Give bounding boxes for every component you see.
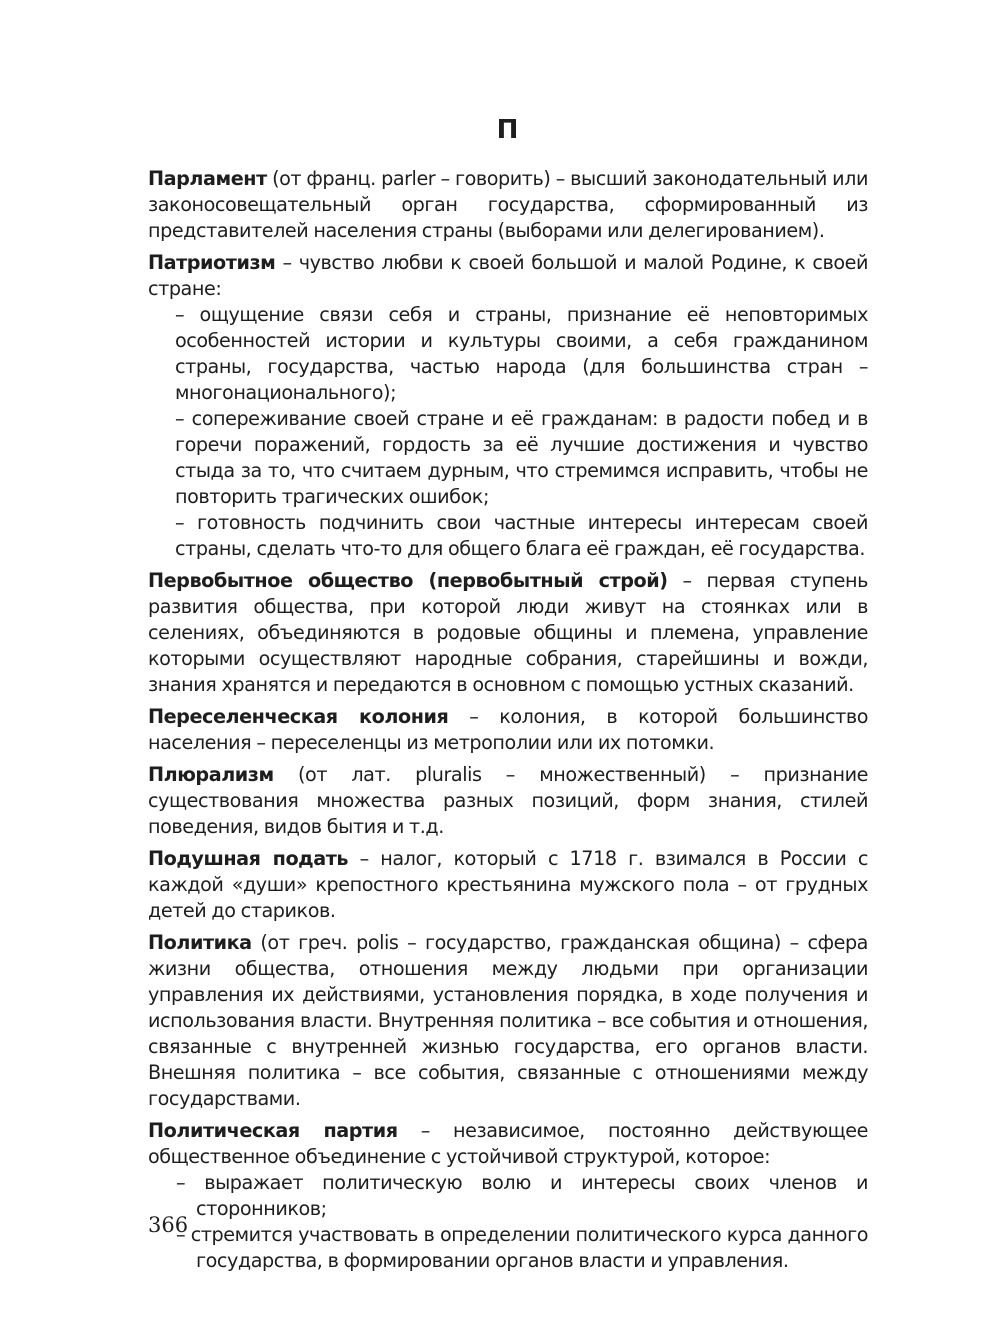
list-item: – ощущение связи себя и страны, признание её неповторимых особенностей истории и культуры своими, а себя гражданином страны, государства, частью народа (для большинства стран – многонационального);	[175, 303, 868, 404]
list-item: – сопереживание своей стране и её гражданам: в радости побед и в горечи поражений, гордость за её лучшие достижения и чувство стыда за то, что считаем дурным, что стремимся исправить, чтобы не повторить трагических ошибок;	[175, 407, 868, 508]
entry-definition: – чувство любви к своей большой и малой Родине, к своей стране:	[148, 251, 868, 300]
entry-definition: (от франц. parler – говорить) – высший законодательный или законосовещательный орган государства, сформированный из представителей населения страны (выборами или делегированием).	[148, 167, 868, 242]
entry-term: Плюрализм	[148, 763, 274, 786]
entry-term: Парламент	[148, 167, 267, 190]
glossary-entry	[148, 762, 868, 840]
list-item: – выражает политическую волю и интересы своих членов и сторонников;	[176, 1171, 868, 1220]
page-number: 366	[148, 1213, 189, 1237]
glossary-entry	[148, 166, 868, 244]
glossary-entry	[148, 250, 868, 302]
entry-definition: – независимое, постоянно действующее общественное объединение с устойчивой структурой, которое:	[148, 1119, 868, 1168]
glossary-entry	[148, 846, 868, 924]
entry-term: Политическая партия	[148, 1119, 398, 1142]
glossary-entry	[148, 930, 868, 1112]
glossary-entry	[148, 568, 868, 698]
entry-definition: (от греч. polis – государство, гражданская община) – сфера жизни общества, отношения между людьми при организации управления их действиями, установления порядка, в ходе получения и использования власти. Внутренняя политика – все события и отношения, связанные с внутренней жизнью государства, его органов власти. Внешняя политика – все события, связанные с отношениями между государствами.	[148, 931, 868, 1110]
entry-term: Первобытное общество (первобытный строй)	[148, 569, 668, 592]
glossary-entry	[148, 704, 868, 756]
entry-term: Патриотизм	[148, 251, 276, 274]
glossary-content	[148, 166, 868, 1274]
glossary-entry	[148, 1118, 868, 1170]
entry-term: Политика	[148, 931, 252, 954]
entry-term: Переселенческая колония	[148, 705, 449, 728]
entry-definition: (от лат. pluralis – множественный) – признание существования множества разных позиций, форм знания, стилей поведения, видов бытия и т.д.	[148, 763, 868, 838]
entry-definition: – первая ступень развития общества, при которой люди живут на стоянках или в селениях, объединяются в родовые общины и племена, управление которыми осуществляют народные собрания, старейшины и вожди, знания хранятся и передаются в основном с помощью устных сказаний.	[148, 569, 868, 696]
section-letter: П	[496, 115, 519, 145]
list-item: – готовность подчинить свои частные интересы интересам своей страны, сделать что-то для общего блага её граждан, её государства.	[175, 511, 868, 560]
entry-definition: – колония, в которой большинство населения – переселенцы из метрополии или их потомки.	[148, 705, 868, 754]
entry-definition: – налог, который с 1718 г. взимался в России с каждой «души» крепостного крестьянина мужского пола – от грудных детей до стариков.	[148, 847, 868, 922]
list-item: – стремится участвовать в определении политического курса данного государства, в формировании органов власти и управления.	[176, 1223, 868, 1272]
entry-term: Подушная подать	[148, 847, 349, 870]
